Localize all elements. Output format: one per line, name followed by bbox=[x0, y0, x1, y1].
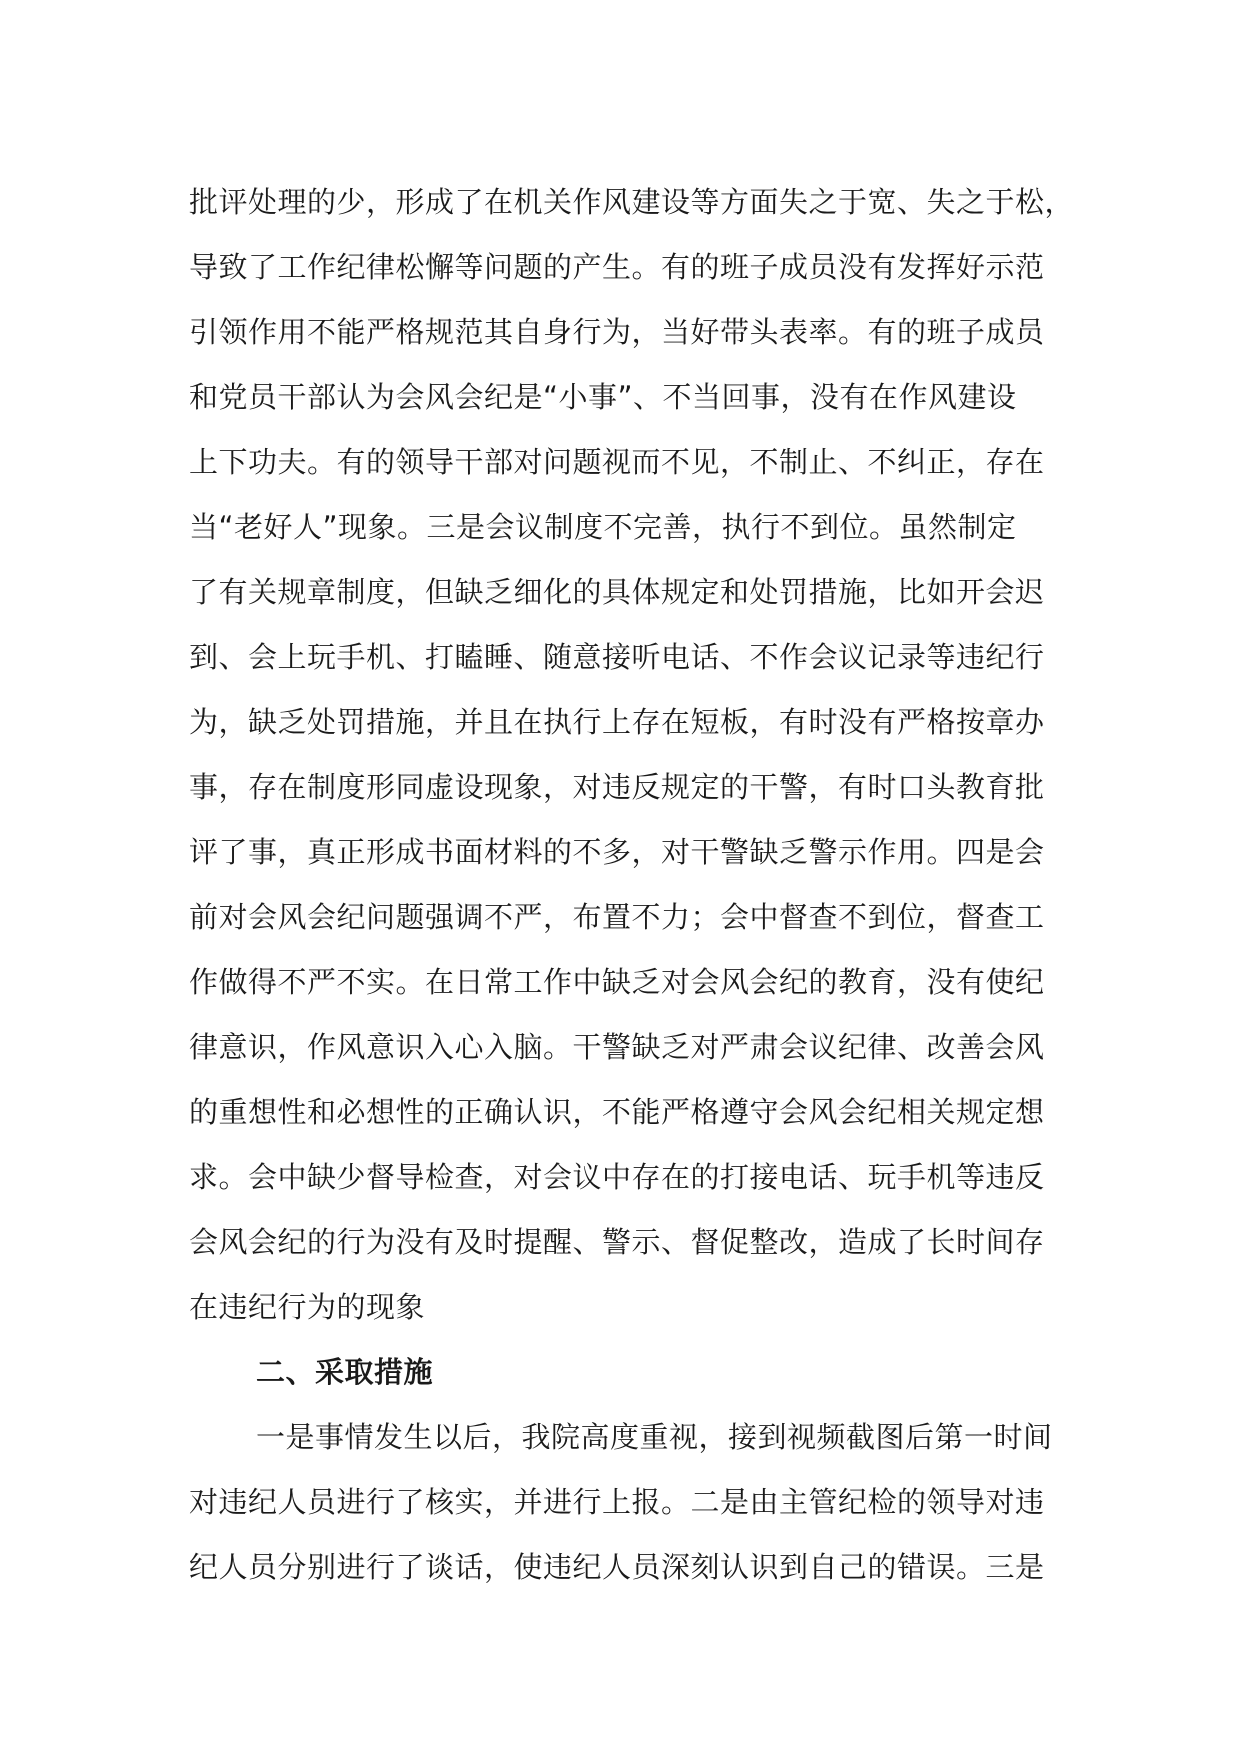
text-line: 在违纪行为的现象 bbox=[189, 1290, 426, 1324]
text-line: 了有关规章制度，但缺乏细化的具体规定和处罚措施，比如开会迟 bbox=[189, 575, 1045, 609]
section-heading: 二、采取措施 bbox=[256, 1355, 434, 1389]
text-line: 对违纪人员进行了核实，并进行上报。二是由主管纪检的领导对违 bbox=[189, 1485, 1045, 1519]
text-line: 求。会中缺少督导检查，对会议中存在的打接电话、玩手机等违反 bbox=[189, 1160, 1045, 1194]
paragraph-2 bbox=[189, 1405, 1069, 1600]
text-line: 上下功夫。有的领导干部对问题视而不见，不制止、不纠正，存在 bbox=[189, 445, 1045, 479]
text-line: 到、会上玩手机、打瞌睡、随意接听电话、不作会议记录等违纪行 bbox=[189, 640, 1045, 674]
text-line: 当“老好人”现象。三是会议制度不完善，执行不到位。虽然制定 bbox=[189, 510, 1017, 544]
text-line: 纪人员分别进行了谈话，使违纪人员深刻认识到自己的错误。三是 bbox=[189, 1550, 1045, 1584]
text-line: 导致了工作纪律松懈等问题的产生。有的班子成员没有发挥好示范 bbox=[189, 250, 1045, 284]
text-line: 为，缺乏处罚措施，并且在执行上存在短板，有时没有严格按章办 bbox=[189, 705, 1045, 739]
text-line: 会风会纪的行为没有及时提醒、警示、督促整改，造成了长时间存 bbox=[189, 1225, 1045, 1259]
text-line: 的重想性和必想性的正确认识，不能严格遵守会风会纪相关规定想 bbox=[189, 1095, 1045, 1129]
text-line: 引领作用不能严格规范其自身行为，当好带头表率。有的班子成员 bbox=[189, 315, 1045, 349]
paragraph-1 bbox=[189, 170, 1075, 1340]
text-line: 一是事情发生以后，我院高度重视，接到视频截图后第一时间 bbox=[256, 1420, 1053, 1454]
text-line: 评了事，真正形成书面材料的不多，对干警缺乏警示作用。四是会 bbox=[189, 835, 1045, 869]
text-line: 事，存在制度形同虚设现象，对违反规定的干警，有时口头教育批 bbox=[189, 770, 1045, 804]
text-line: 作做得不严不实。在日常工作中缺乏对会风会纪的教育，没有使纪 bbox=[189, 965, 1045, 999]
text-line: 和党员干部认为会风会纪是“小事”、不当回事，没有在作风建设 bbox=[189, 380, 1017, 414]
text-line: 律意识，作风意识入心入脑。干警缺乏对严肃会议纪律、改善会风 bbox=[189, 1030, 1045, 1064]
text-line: 前对会风会纪问题强调不严，布置不力；会中督查不到位，督查工 bbox=[189, 900, 1045, 934]
text-line: 批评处理的少，形成了在机关作风建设等方面失之于宽、失之于松， bbox=[189, 185, 1075, 219]
document-body bbox=[189, 170, 1075, 1600]
